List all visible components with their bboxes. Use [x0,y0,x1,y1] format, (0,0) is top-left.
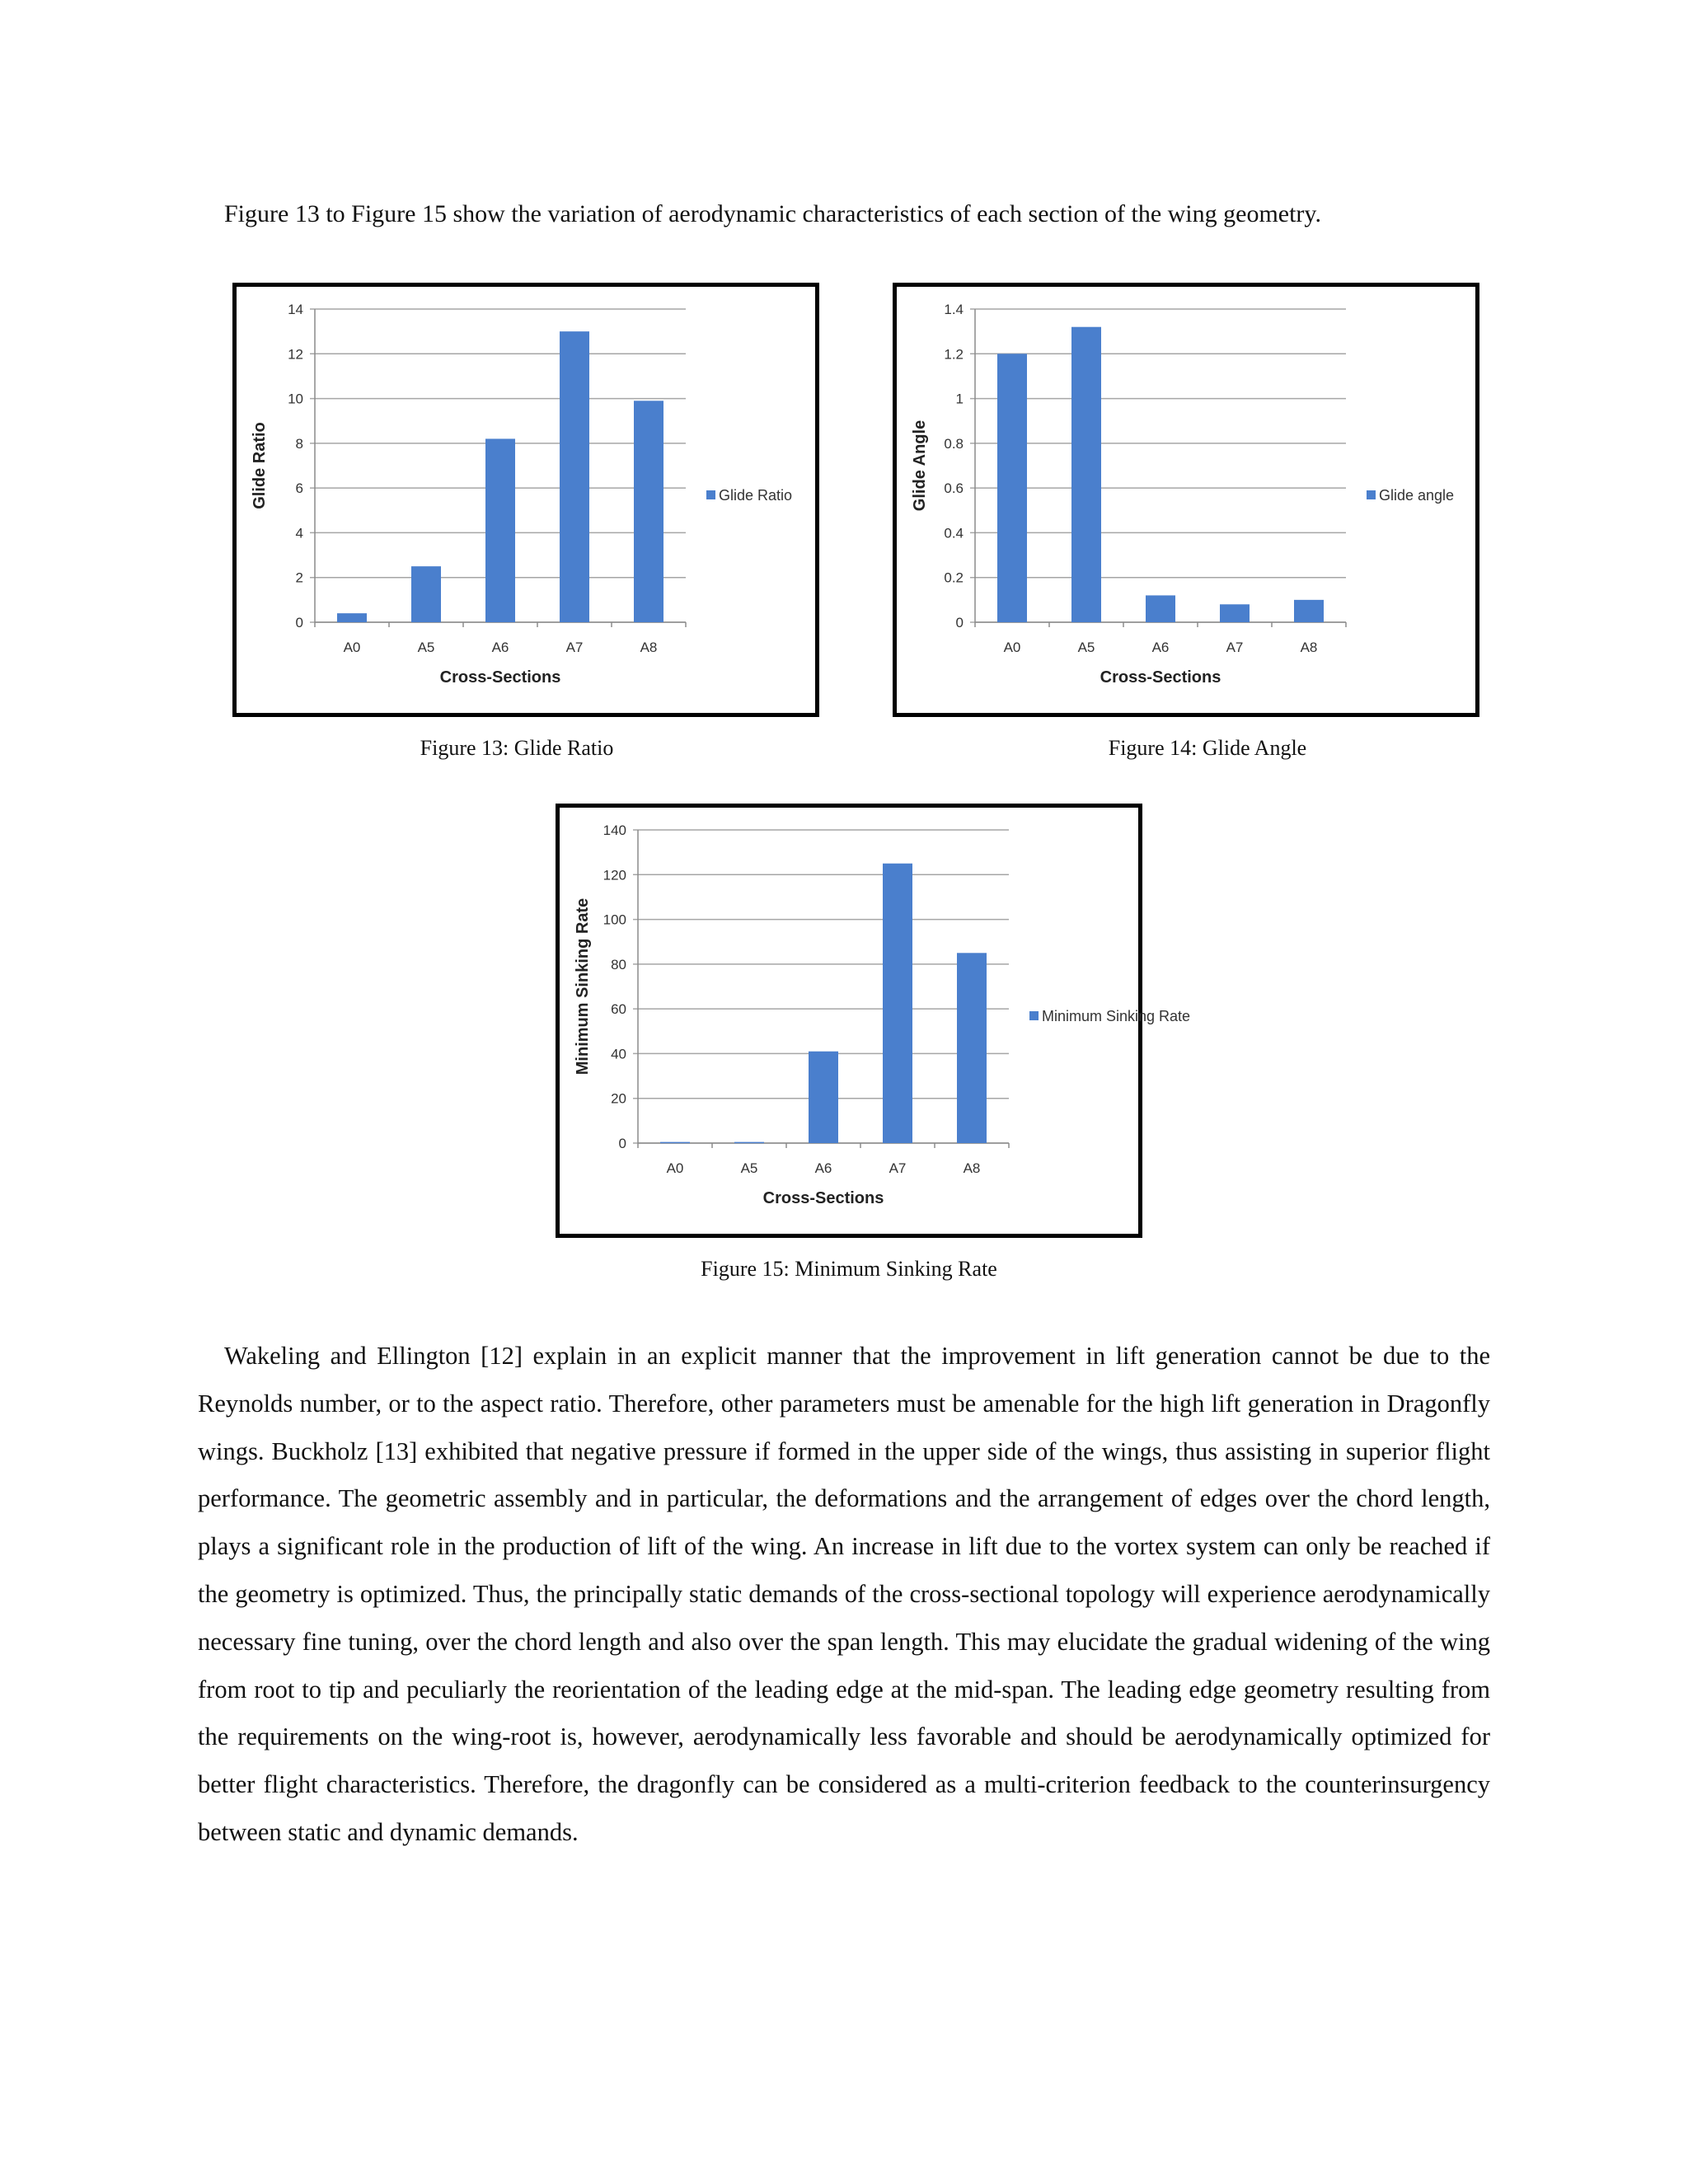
body-paragraph [198,1333,1490,1857]
bar-a5 [734,1142,764,1144]
y-tick-label: 4 [295,525,303,541]
x-tick-label: A0 [343,640,361,655]
y-axis-title: Minimum Sinking Rate [574,898,592,1076]
x-axis-title: Cross-Sections [762,1189,884,1207]
x-tick-label: A5 [417,640,435,655]
x-tick-label: A8 [640,640,658,655]
figure-15-caption: Figure 15: Minimum Sinking Rate [701,1257,997,1281]
y-tick-label: 100 [603,912,626,928]
y-tick-label: 60 [611,1001,626,1018]
x-tick-label: A6 [491,640,509,655]
figure-14-caption: Figure 14: Glide Angle [1108,736,1307,760]
y-tick-label: 2 [295,569,303,586]
x-tick-label: A5 [740,1160,758,1176]
x-tick-label: A8 [963,1160,981,1176]
x-tick-label: A6 [814,1160,832,1176]
bar-a8 [1294,600,1324,622]
bar-a7 [883,864,912,1143]
bar-a7 [1220,604,1250,622]
legend-label: Glide Ratio [719,487,793,504]
x-tick-label: A7 [889,1160,907,1176]
x-tick-label: A7 [565,640,584,655]
bar-a7 [560,331,589,622]
x-tick-label: A6 [1151,640,1170,655]
y-tick-label: 1.4 [944,302,964,317]
chart-svg [897,287,1475,713]
bar-a6 [809,1052,838,1143]
y-tick-label: 8 [295,435,303,452]
y-tick-label: 0.4 [944,525,964,541]
chart-svg [560,808,1191,1234]
y-tick-label: 0.2 [944,569,964,586]
bar-a0 [337,613,367,622]
chart-svg [237,287,815,713]
y-axis-title: Glide Angle [911,419,929,512]
y-tick-label: 0.6 [944,480,964,497]
bar-a5 [411,566,441,622]
intro-paragraph: Figure 13 to Figure 15 show the variation of aerodynamic characteristics of each section of the wing geometry. [224,200,1321,227]
legend-label: Minimum Sinking Rate [1042,1008,1191,1024]
x-tick-label: A0 [666,1160,684,1176]
bar-a0 [660,1142,690,1144]
y-tick-label: 140 [603,823,626,838]
y-tick-label: 40 [611,1046,626,1062]
bar-a0 [997,354,1027,622]
figure-13-chart [232,283,819,717]
figure-14-chart [893,283,1479,717]
figure-13-caption: Figure 13: Glide Ratio [420,736,614,760]
y-tick-label: 12 [288,346,303,363]
bar-a6 [485,438,515,622]
legend-swatch [706,490,715,499]
x-tick-label: A7 [1226,640,1244,655]
bar-a6 [1146,595,1175,622]
x-axis-title: Cross-Sections [439,668,561,687]
legend-label: Glide angle [1379,487,1455,504]
y-tick-label: 0 [618,1136,626,1151]
x-tick-label: A5 [1077,640,1095,655]
body-paragraph-text: Wakeling and Ellington [12] explain in an explicit manner that the improvement in lift generation cannot be due to the Reynolds number, or to the aspect ratio. Therefore, other parameters must be amenable for the high lift generation in Dragonfly wings. Buckholz [13] exhibited that negative pressure if formed in the upper side of the wings, thus assisting in superior flight performance. The geometric assembly and in particular, the deformations and the arrangement of edges over the chord length, plays a significant role in the production of lift of the wing. An increase in lift due to the vortex system can only be reached if the geometry is optimized. Thus, the principally static demands of the cross-sectional topology will experience aerodynamically necessary fine tuning, over the chord length and also over the span length. This may elucidate the gradual widening of the wing from root to tip and peculiarly the reorientation of the leading edge at the mid-span. The leading edge geometry resulting from the requirements on the wing-root is, however, aerodynamically less favorable and should be aerodynamically optimized for better flight characteristics. Therefore, the dragonfly can be considered as a multi-criterion feedback to the counterinsurgency between static and dynamic demands. [198,1342,1490,1846]
y-tick-label: 6 [295,480,303,497]
x-tick-label: A8 [1300,640,1318,655]
y-tick-label: 20 [611,1090,626,1107]
x-tick-label: A0 [1003,640,1021,655]
y-tick-label: 1 [955,391,964,407]
figure-15-chart [556,804,1191,1238]
bar-a8 [957,953,987,1143]
y-tick-label: 80 [611,956,626,972]
legend-swatch [1029,1011,1039,1020]
y-tick-label: 10 [288,391,303,407]
bar-a5 [1071,327,1101,622]
y-tick-label: 0 [295,615,303,630]
y-tick-label: 0 [955,615,964,630]
legend-swatch [1367,490,1376,499]
y-tick-label: 1.2 [944,346,964,363]
y-tick-label: 120 [603,867,626,883]
y-tick-label: 14 [288,302,303,317]
y-tick-label: 0.8 [944,435,964,452]
x-axis-title: Cross-Sections [1100,668,1221,687]
bar-a8 [634,401,663,622]
y-axis-title: Glide Ratio [251,422,269,509]
